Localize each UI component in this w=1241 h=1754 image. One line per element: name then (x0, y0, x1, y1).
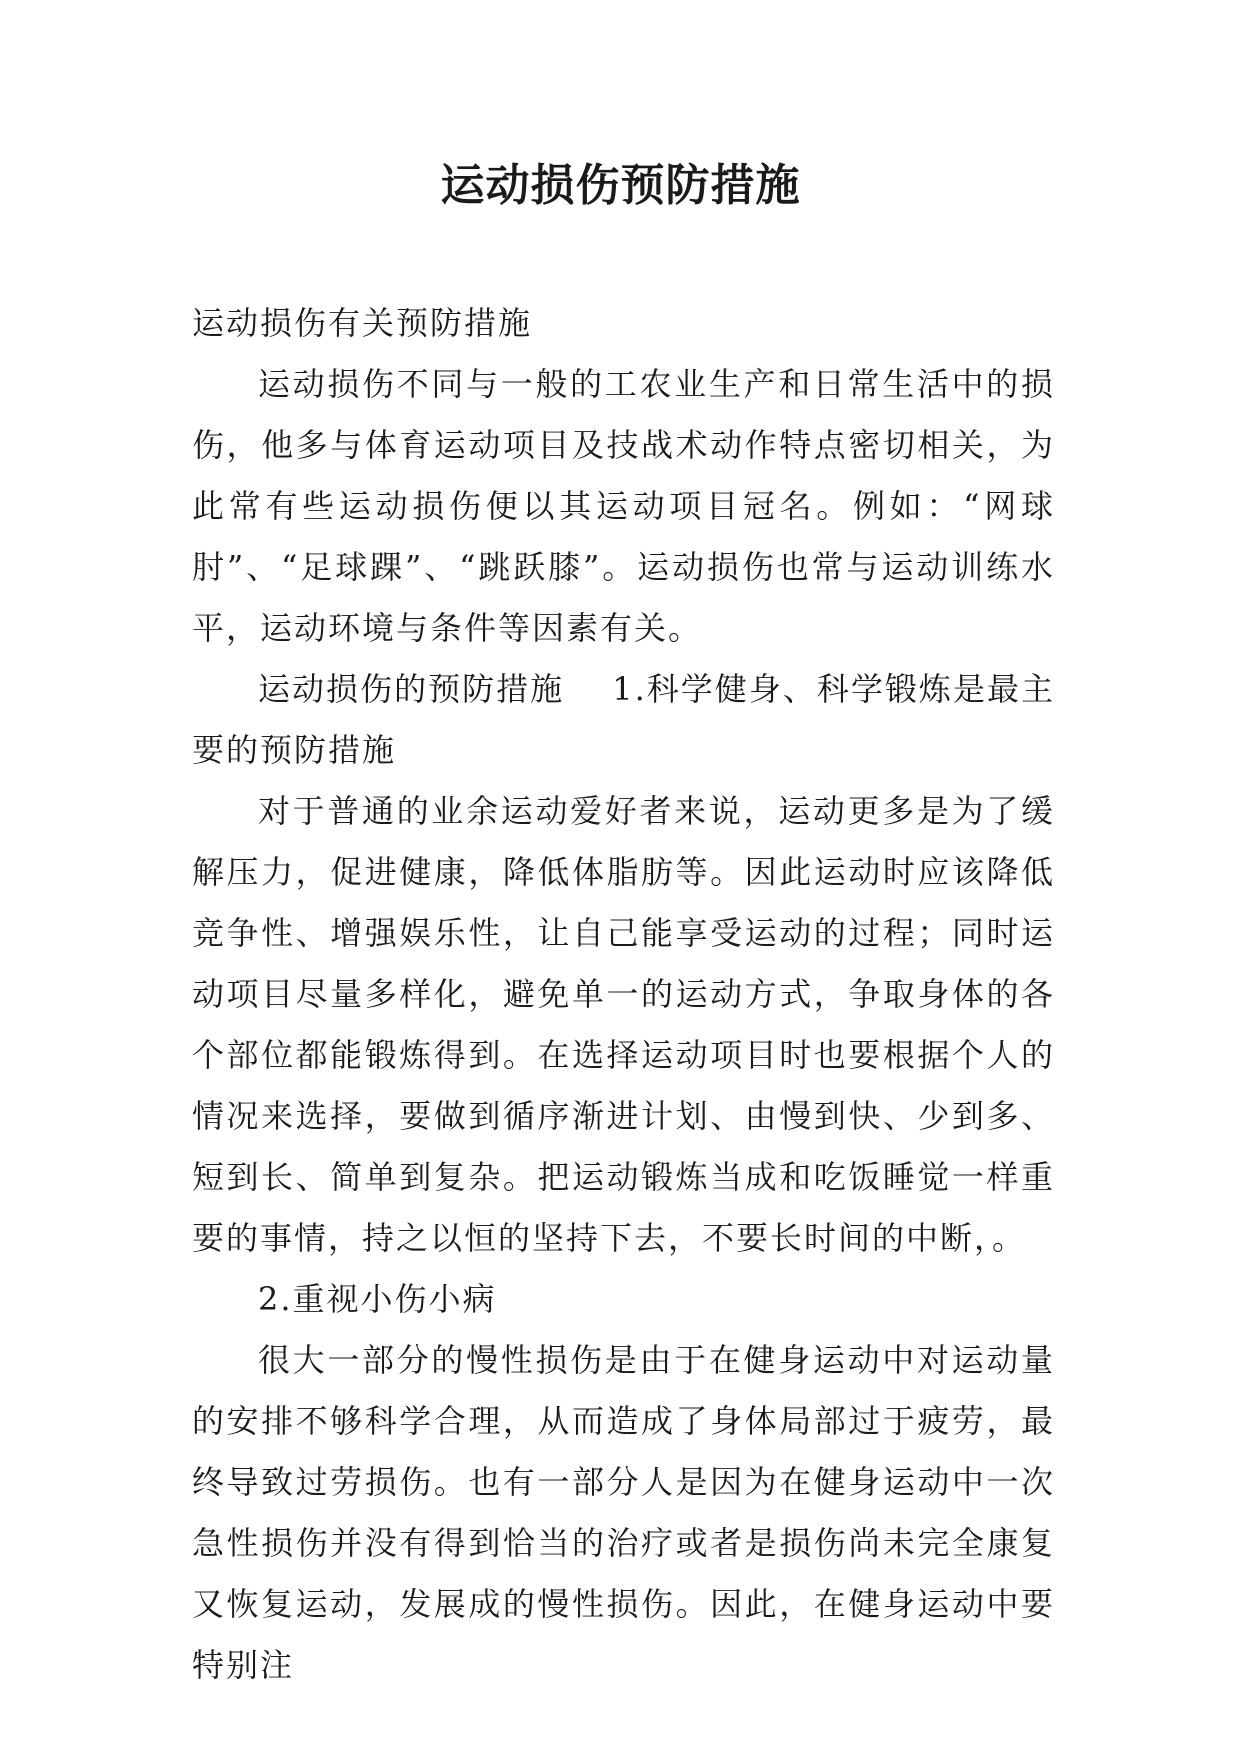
document-body (192, 293, 1055, 1696)
paragraph-intro: 运动损伤不同与一般的工农业生产和日常生活中的损伤，他多与体育运动项目及技战术动作特点密切相关，为此常有些运动损伤便以其运动项目冠名。例如：“网球肘”、“足球踝”、“跳跃膝”。运动损伤也常与运动训练水平，运动环境与条件等因素有关。 (192, 365, 1055, 647)
paragraph-measure-1-body: 对于普通的业余运动爱好者来说，运动更多是为了缓解压力，促进健康，降低体脂肪等。因此运动时应该降低竞争性、增强娱乐性，让自己能享受运动的过程；同时运动项目尽量多样化，避免单一的运动方式，争取身体的各个部位都能锻炼得到。在选择运动项目时也要根据个人的情况来选择，要做到循序渐进计划、由慢到快、少到多、短到长、简单到复杂。把运动锻炼当成和吃饭睡觉一样重要的事情，持之以恒的坚持下去，不要长时间的中断，。 (192, 792, 1055, 1257)
paragraph-measure-2-body: 很大一部分的慢性损伤是由于在健身运动中对运动量的安排不够科学合理，从而造成了身体局部过于疲劳，最终导致过劳损伤。也有一部分人是因为在健身运动中一次急性损伤并没有得到恰当的治疗或者是损伤尚未完全康复又恢复运动，发展成的慢性损伤。因此，在健身运动中要特别注 (192, 1341, 1055, 1684)
section-heading: 运动损伤有关预防措施 (192, 304, 533, 342)
measure-1-heading: 1.科学健身、科学锻炼是最主要的预防措施 (192, 670, 1055, 769)
measures-heading: 运动损伤的预防措施 (258, 670, 565, 708)
paragraph-measures (192, 659, 1055, 781)
measure-2-heading: 2.重视小伤小病 (258, 1280, 497, 1318)
document-title: 运动损伤预防措施 (440, 160, 801, 211)
